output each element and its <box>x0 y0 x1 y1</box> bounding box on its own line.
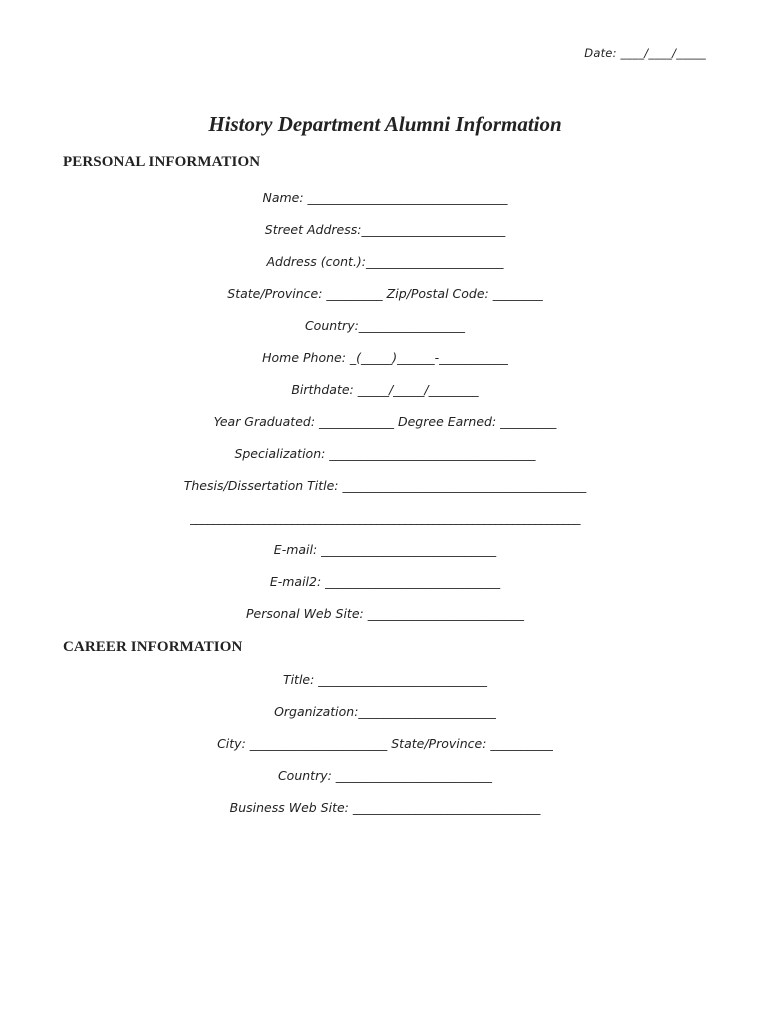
business-web-site-field[interactable]: Business Web Site: ______________________________ <box>229 800 541 815</box>
career-information-heading: CAREER INFORMATION <box>63 639 243 655</box>
street-address-field[interactable]: Street Address:_______________________ <box>264 222 506 237</box>
date-field[interactable]: Date: ____/____/_____ <box>584 46 706 60</box>
personal-web-site-field[interactable]: Personal Web Site: _________________________ <box>246 606 524 621</box>
city-state-field[interactable]: City: ______________________ State/Province: __________ <box>217 736 553 751</box>
year-degree-field[interactable]: Year Graduated: ____________ Degree Earned: _________ <box>213 414 557 429</box>
career-country-field[interactable]: Country: _________________________ <box>277 768 493 783</box>
name-field[interactable]: Name: ________________________________ <box>262 190 508 205</box>
form-title: History Department Alumni Information <box>208 112 562 136</box>
thesis-title-field[interactable]: Thesis/Dissertation Title: _______________________________________ <box>183 478 587 493</box>
home-phone-field[interactable]: Home Phone: _(_____)______-___________ <box>262 350 508 365</box>
country-field[interactable]: Country:_________________ <box>304 318 466 333</box>
email2-field[interactable]: E-mail2: ____________________________ <box>269 574 501 589</box>
career-title-field[interactable]: Title: ___________________________ <box>282 672 488 687</box>
personal-information-heading: PERSONAL INFORMATION <box>63 154 261 170</box>
thesis-title-continuation-line[interactable]: _____________________________________________________________________ <box>190 510 580 525</box>
address-cont-field[interactable]: Address (cont.):______________________ <box>266 254 504 269</box>
specialization-field[interactable]: Specialization: _________________________________ <box>234 446 536 461</box>
state-zip-field[interactable]: State/Province: _________ Zip/Postal Code: ________ <box>227 286 543 301</box>
birthdate-field[interactable]: Birthdate: _____/_____/________ <box>291 382 479 397</box>
organization-field[interactable]: Organization:______________________ <box>274 704 496 719</box>
email-field[interactable]: E-mail: ____________________________ <box>273 542 497 557</box>
